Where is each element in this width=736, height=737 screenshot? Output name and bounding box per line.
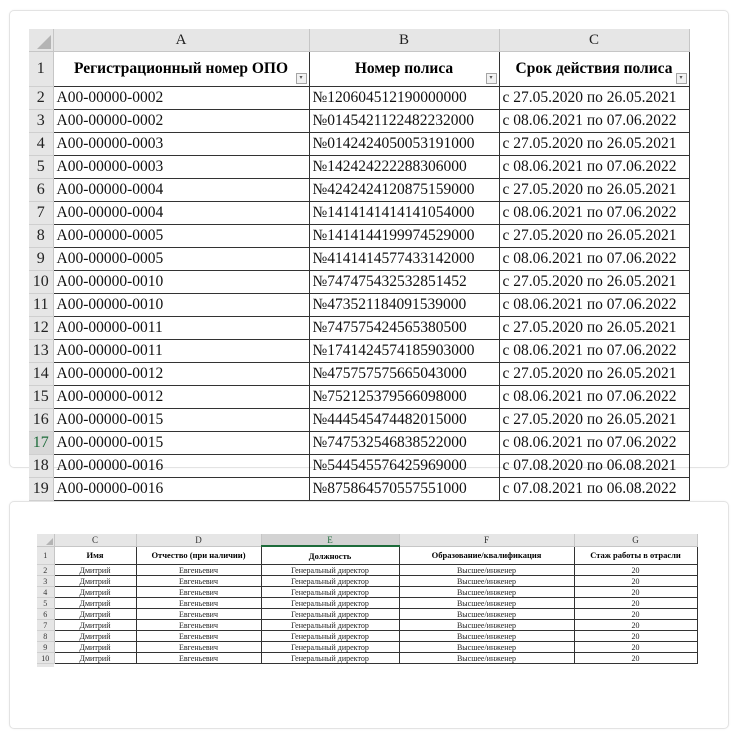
cell-reg-number[interactable]: А00-00000-0002	[53, 110, 309, 133]
cell-policy-term[interactable]: с 08.06.2021 по 07.06.2022	[499, 202, 689, 225]
header-label: Регистрационный номер ОПО	[73, 60, 289, 77]
cell-policy-number[interactable]: №473521184091539000	[309, 294, 499, 317]
header-cell-policy-term[interactable]	[499, 52, 689, 87]
table-row	[29, 225, 689, 248]
cell-education[interactable]: Высшее/инженер	[399, 576, 574, 587]
cell-policy-term[interactable]: с 08.06.2021 по 07.06.2022	[499, 432, 689, 455]
cell-education[interactable]: Высшее/инженер	[399, 565, 574, 576]
header-label: Номер полиса	[354, 60, 454, 77]
table-row	[37, 631, 697, 642]
cell-policy-term[interactable]: с 27.05.2020 по 26.05.2021	[499, 363, 689, 386]
cell-reg-number[interactable]: А00-00000-0004	[53, 179, 309, 202]
row-header[interactable]: 6	[37, 609, 54, 620]
cell-name[interactable]: Дмитрий	[54, 620, 136, 631]
table-row	[29, 455, 689, 478]
cell-policy-term[interactable]: с 27.05.2020 по 26.05.2021	[499, 409, 689, 432]
select-all-corner[interactable]	[29, 29, 53, 52]
cell-reg-number[interactable]: А00-00000-0010	[53, 294, 309, 317]
row-header[interactable]: 1	[37, 546, 54, 565]
table-row	[29, 363, 689, 386]
cell-position[interactable]: Генеральный директор	[261, 620, 399, 631]
row-header[interactable]: 2	[29, 87, 53, 110]
row-header[interactable]: 13	[29, 340, 53, 363]
cell-patronymic[interactable]: Евгеньевич	[136, 631, 261, 642]
row-header[interactable]: 2	[37, 565, 54, 576]
cell-experience[interactable]: 20	[574, 620, 697, 631]
cell-reg-number[interactable]: А00-00000-0005	[53, 248, 309, 271]
cell-position[interactable]: Генеральный директор	[261, 642, 399, 653]
cell-reg-number[interactable]: А00-00000-0003	[53, 133, 309, 156]
cell-policy-number[interactable]: №544545576425969000	[309, 455, 499, 478]
cell-policy-number[interactable]: №142424222288306000	[309, 156, 499, 179]
cell-experience[interactable]: 20	[574, 653, 697, 664]
cell-reg-number[interactable]: А00-00000-0005	[53, 225, 309, 248]
table-row	[29, 110, 689, 133]
cell-policy-number[interactable]: №752125379566098000	[309, 386, 499, 409]
table-row	[29, 432, 689, 455]
cell-name[interactable]: Дмитрий	[54, 565, 136, 576]
table-row	[29, 317, 689, 340]
cell-position[interactable]: Генеральный директор	[261, 631, 399, 642]
cell-name[interactable]: Дмитрий	[54, 576, 136, 587]
filter-dropdown-icon[interactable]: ▾	[676, 73, 687, 84]
table-row	[29, 294, 689, 317]
cell-reg-number[interactable]: А00-00000-0012	[53, 386, 309, 409]
cell-education[interactable]: Высшее/инженер	[399, 653, 574, 664]
header-cell-name[interactable]: Имя	[54, 546, 136, 565]
cell-policy-number[interactable]: №747532546838522000	[309, 432, 499, 455]
header-cell-policy-number[interactable]	[309, 52, 499, 87]
cell-policy-term[interactable]: с 27.05.2020 по 26.05.2021	[499, 225, 689, 248]
row-header[interactable]: 14	[29, 363, 53, 386]
cell-position[interactable]: Генеральный директор	[261, 609, 399, 620]
table-row	[37, 565, 697, 576]
cell-policy-number[interactable]: №475757575665043000	[309, 363, 499, 386]
column-header-c[interactable]: C	[499, 29, 689, 52]
cell-reg-number[interactable]: А00-00000-0015	[53, 432, 309, 455]
policies-sheet	[29, 29, 690, 501]
cell-reg-number[interactable]: А00-00000-0016	[53, 455, 309, 478]
cell-policy-term[interactable]: с 08.06.2021 по 07.06.2022	[499, 294, 689, 317]
column-header-b[interactable]: B	[309, 29, 499, 52]
cell-name[interactable]: Дмитрий	[54, 598, 136, 609]
cell-reg-number[interactable]: А00-00000-0012	[53, 363, 309, 386]
row-header[interactable]: 18	[29, 455, 53, 478]
row-header[interactable]: 4	[29, 133, 53, 156]
table-row	[29, 409, 689, 432]
row-header[interactable]: 5	[37, 598, 54, 609]
cell-policy-term[interactable]: с 07.08.2021 по 06.08.2022	[499, 478, 689, 501]
filter-dropdown-icon[interactable]: ▾	[486, 73, 497, 84]
cell-reg-number[interactable]: А00-00000-0010	[53, 271, 309, 294]
cell-reg-number[interactable]: А00-00000-0003	[53, 156, 309, 179]
cell-experience[interactable]: 20	[574, 631, 697, 642]
cell-patronymic[interactable]: Евгеньевич	[136, 620, 261, 631]
cell-experience[interactable]: 20	[574, 598, 697, 609]
cell-policy-number[interactable]: №4141414577433142000	[309, 248, 499, 271]
table-row	[29, 202, 689, 225]
cell-position[interactable]: Генеральный директор	[261, 587, 399, 598]
header-cell-reg-number[interactable]	[53, 52, 309, 87]
table-row	[37, 642, 697, 653]
cell-name[interactable]: Дмитрий	[54, 587, 136, 598]
table-row	[37, 620, 697, 631]
filter-dropdown-icon[interactable]: ▾	[296, 73, 307, 84]
cell-policy-number[interactable]: №444545474482015000	[309, 409, 499, 432]
row-header[interactable]: 5	[29, 156, 53, 179]
table-row	[37, 576, 697, 587]
cell-name[interactable]: Дмитрий	[54, 609, 136, 620]
cell-policy-term[interactable]: с 07.08.2020 по 06.08.2021	[499, 455, 689, 478]
column-header-c[interactable]: C	[54, 534, 136, 546]
cell-education[interactable]: Высшее/инженер	[399, 631, 574, 642]
cell-experience[interactable]: 20	[574, 576, 697, 587]
cell-education[interactable]: Высшее/инженер	[399, 587, 574, 598]
row-header[interactable]: 8	[29, 225, 53, 248]
cell-education[interactable]: Высшее/инженер	[399, 609, 574, 620]
cell-patronymic[interactable]: Евгеньевич	[136, 642, 261, 653]
cell-policy-term[interactable]: с 08.06.2021 по 07.06.2022	[499, 340, 689, 363]
cell-policy-term[interactable]: с 08.06.2021 по 07.06.2022	[499, 110, 689, 133]
cell-position[interactable]: Генеральный директор	[261, 598, 399, 609]
column-header-g[interactable]: G	[574, 534, 697, 546]
row-header[interactable]: 3	[29, 110, 53, 133]
cell-patronymic[interactable]: Евгеньевич	[136, 576, 261, 587]
cell-policy-term[interactable]: с 27.05.2020 по 26.05.2021	[499, 271, 689, 294]
row-header[interactable]: 9	[37, 642, 54, 653]
table-row	[29, 133, 689, 156]
staff-sheet	[37, 534, 698, 667]
cell-reg-number[interactable]: А00-00000-0004	[53, 202, 309, 225]
cell-patronymic[interactable]: Евгеньевич	[136, 587, 261, 598]
table-row	[29, 248, 689, 271]
header-cell-position[interactable]: Должность	[261, 546, 399, 565]
row-header[interactable]: 8	[37, 631, 54, 642]
cell-education[interactable]: Высшее/инженер	[399, 642, 574, 653]
select-all-corner[interactable]	[37, 534, 54, 546]
table-row	[37, 587, 697, 598]
cell-patronymic[interactable]: Евгеньевич	[136, 598, 261, 609]
row-header[interactable]: 10	[29, 271, 53, 294]
cell-patronymic[interactable]: Евгеньевич	[136, 565, 261, 576]
cell-policy-number[interactable]: №0145421122482232000	[309, 110, 499, 133]
cell-policy-number[interactable]: №1741424574185903000	[309, 340, 499, 363]
table-row	[29, 386, 689, 409]
cell-experience[interactable]: 20	[574, 609, 697, 620]
table-row	[29, 87, 689, 110]
table-row	[37, 653, 697, 664]
cell-name[interactable]: Дмитрий	[54, 653, 136, 664]
cell-reg-number[interactable]: А00-00000-0002	[53, 87, 309, 110]
cell-policy-number[interactable]: №747475432532851452	[309, 271, 499, 294]
row-header[interactable]: 11	[29, 294, 53, 317]
row-header[interactable]: 19	[29, 478, 53, 501]
cell-policy-number[interactable]: №4242424120875159000	[309, 179, 499, 202]
cell-policy-term[interactable]: с 27.05.2020 по 26.05.2021	[499, 179, 689, 202]
cell-position[interactable]: Генеральный директор	[261, 565, 399, 576]
partial-row-stub	[37, 664, 697, 668]
cell-patronymic[interactable]: Евгеньевич	[136, 653, 261, 664]
header-label: Срок действия полиса	[515, 60, 673, 77]
table-row	[29, 156, 689, 179]
header-cell-education[interactable]: Образование/квалификация	[399, 546, 574, 565]
cell-reg-number[interactable]: А00-00000-0016	[53, 478, 309, 501]
row-header[interactable]: 15	[29, 386, 53, 409]
row-header[interactable]: 4	[37, 587, 54, 598]
cell-education[interactable]: Высшее/инженер	[399, 598, 574, 609]
column-header-f[interactable]: F	[399, 534, 574, 546]
cell-policy-term[interactable]: с 08.06.2021 по 07.06.2022	[499, 386, 689, 409]
row-header[interactable]: 16	[29, 409, 53, 432]
cell-experience[interactable]: 20	[574, 587, 697, 598]
cell-name[interactable]: Дмитрий	[54, 642, 136, 653]
cell-reg-number[interactable]: А00-00000-0015	[53, 409, 309, 432]
cell-policy-term[interactable]: с 27.05.2020 по 26.05.2021	[499, 133, 689, 156]
row-header[interactable]: 10	[37, 653, 54, 664]
table-row	[37, 598, 697, 609]
cell-policy-number[interactable]: №0142424050053191000	[309, 133, 499, 156]
cell-policy-term[interactable]: с 08.06.2021 по 07.06.2022	[499, 248, 689, 271]
table-row	[29, 179, 689, 202]
header-cell-patronymic[interactable]: Отчество (при наличии)	[136, 546, 261, 565]
cell-experience[interactable]: 20	[574, 642, 697, 653]
row-header[interactable]: 12	[29, 317, 53, 340]
cell-policy-number[interactable]: №1414144199974529000	[309, 225, 499, 248]
row-header[interactable]: 3	[37, 576, 54, 587]
row-header[interactable]: 7	[29, 202, 53, 225]
cell-patronymic[interactable]: Евгеньевич	[136, 609, 261, 620]
header-cell-experience[interactable]: Стаж работы в отрасли	[574, 546, 697, 565]
column-header-a[interactable]: A	[53, 29, 309, 52]
column-header-e[interactable]: E	[261, 534, 399, 546]
row-header[interactable]: 17	[29, 432, 53, 455]
row-header[interactable]: 6	[29, 179, 53, 202]
cell-position[interactable]: Генеральный директор	[261, 576, 399, 587]
cell-policy-number[interactable]: №1414141414141054000	[309, 202, 499, 225]
row-header-stub	[37, 664, 54, 668]
table-row	[29, 340, 689, 363]
table-row	[29, 478, 689, 501]
cell-policy-term[interactable]: с 08.06.2021 по 07.06.2022	[499, 156, 689, 179]
table-row	[37, 609, 697, 620]
table-row	[29, 271, 689, 294]
row-header[interactable]: 1	[29, 52, 53, 87]
cell-policy-number[interactable]: №875864570557551000	[309, 478, 499, 501]
cell-policy-number[interactable]: №120604512190000000	[309, 87, 499, 110]
cell-experience[interactable]: 20	[574, 565, 697, 576]
cell-education[interactable]: Высшее/инженер	[399, 620, 574, 631]
row-header[interactable]: 7	[37, 620, 54, 631]
row-header[interactable]: 9	[29, 248, 53, 271]
cell-reg-number[interactable]: А00-00000-0011	[53, 317, 309, 340]
cell-reg-number[interactable]: А00-00000-0011	[53, 340, 309, 363]
cell-policy-number[interactable]: №747575424565380500	[309, 317, 499, 340]
cell-policy-term[interactable]: с 27.05.2020 по 26.05.2021	[499, 317, 689, 340]
cell-policy-term[interactable]: с 27.05.2020 по 26.05.2021	[499, 87, 689, 110]
cell-position[interactable]: Генеральный директор	[261, 653, 399, 664]
cell-name[interactable]: Дмитрий	[54, 631, 136, 642]
row-stub-cells	[54, 664, 697, 668]
column-header-d[interactable]: D	[136, 534, 261, 546]
